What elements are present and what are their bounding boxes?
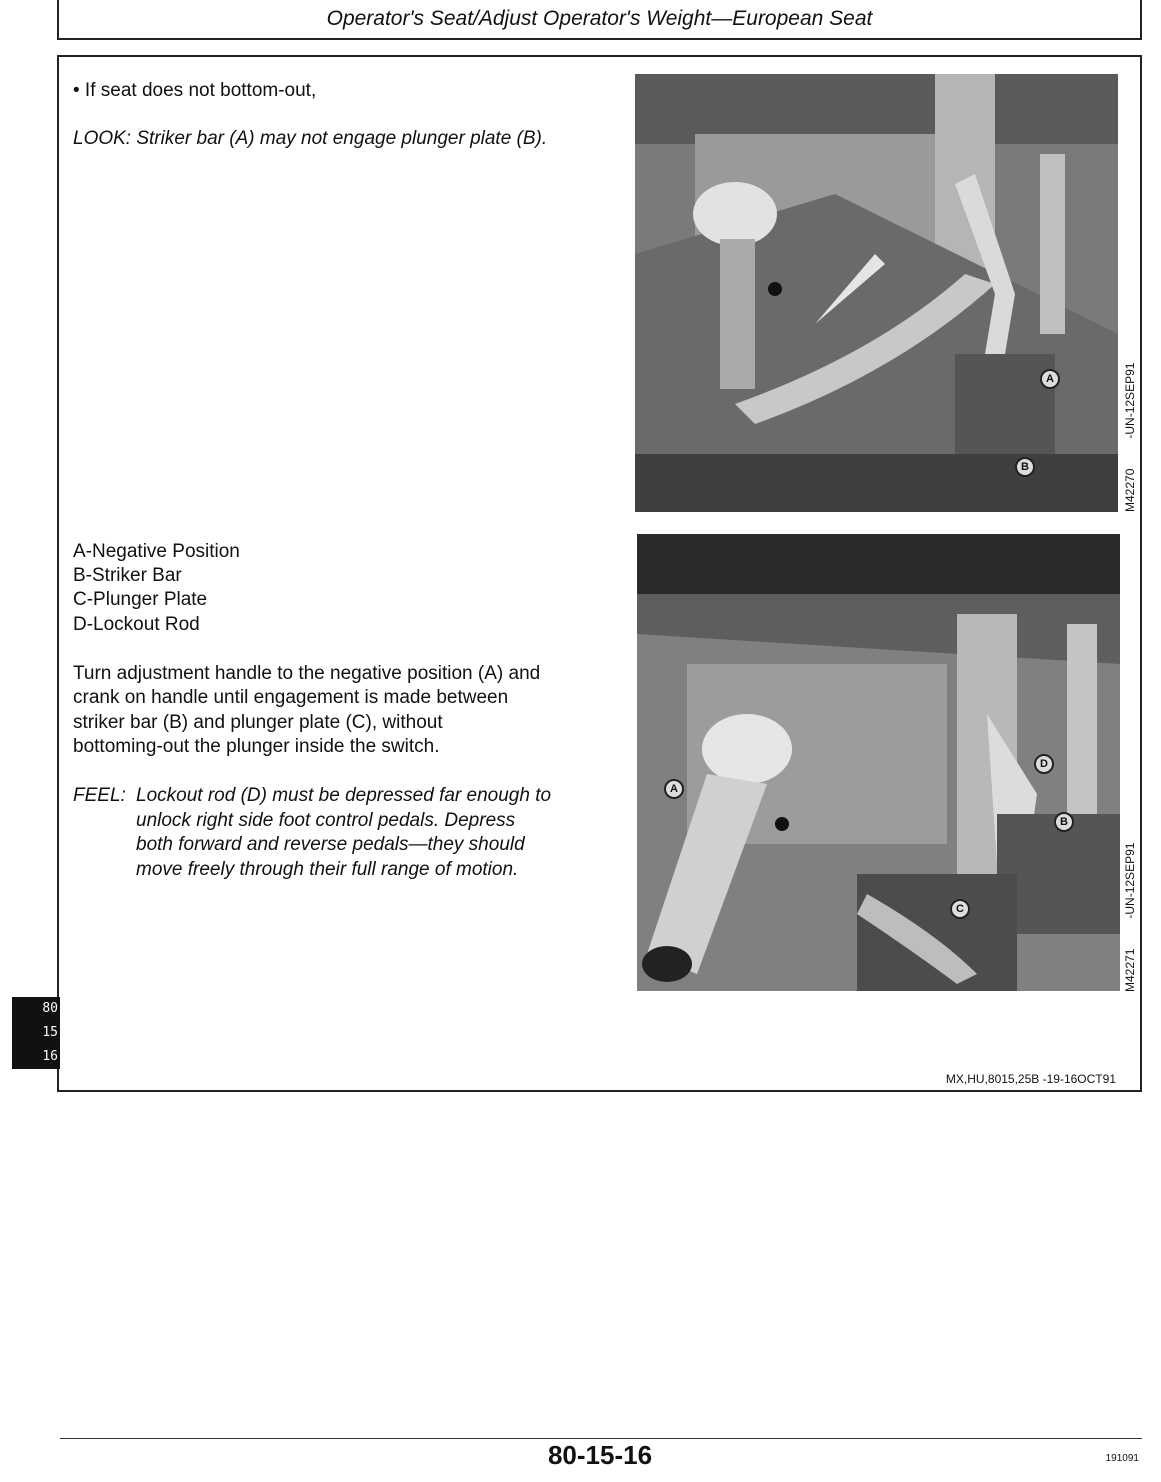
feel-label: FEEL: (73, 785, 126, 806)
callout-label: D (1034, 754, 1054, 774)
callout-label: A (664, 779, 684, 799)
footer-divider (60, 1438, 1142, 1439)
legend-item: B-Striker Bar (73, 565, 182, 586)
instruction-line: striker bar (B) and plunger plate (C), without (73, 712, 443, 733)
legend-item: A-Negative Position (73, 541, 240, 562)
feel-line: unlock right side foot control pedals. Depress (136, 809, 516, 831)
instruction-line: bottoming-out the plunger inside the switch. (73, 736, 440, 757)
bullet-text: • If seat does not bottom-out, (73, 80, 317, 101)
figure-code (1123, 843, 1137, 992)
photo-illustration (635, 74, 1118, 512)
instruction-line: Turn adjustment handle to the negative position (A) and (73, 663, 541, 684)
callout-label: A (1040, 369, 1060, 389)
reference-code: MX,HU,8015,25B -19-16OCT91 (945, 1072, 1116, 1086)
section-tab-number: 80 (12, 997, 60, 1021)
look-text: LOOK: Striker bar (A) may not engage plunger plate (B). (73, 128, 548, 149)
legend-item: D-Lockout Rod (73, 614, 200, 635)
callout-label: B (1015, 457, 1035, 477)
content-frame (57, 55, 1142, 1092)
page-number: 80-15-16 (547, 1440, 653, 1470)
figure-code-b: -UN-12SEP91 (1123, 842, 1137, 919)
feel-line: move freely through their full range of motion. (136, 858, 519, 880)
figure-photo-plunger-plate (637, 534, 1120, 991)
page-title (57, 0, 1142, 40)
callout-label: C (950, 899, 970, 919)
section-tab-number: 16 (12, 1045, 60, 1069)
feel-line: both forward and reverse pedals—they should (136, 834, 525, 855)
figure-photo-striker-bar (635, 74, 1118, 512)
instruction-line: crank on handle until engagement is made between (73, 687, 509, 708)
feel-line: Lockout rod (D) must be depressed far enough to (136, 785, 552, 806)
callout-label: B (1054, 812, 1074, 832)
date-code: 191091 (1105, 1453, 1139, 1464)
figure-code-b: -UN-12SEP91 (1123, 362, 1137, 439)
figure-code-a: M42270 (1123, 468, 1137, 512)
figure-code (1123, 363, 1137, 512)
legend-item: C-Plunger Plate (73, 589, 208, 610)
feel-paragraph (73, 784, 633, 882)
figure-code-a: M42271 (1123, 948, 1137, 992)
section-tab-number: 15 (12, 1021, 60, 1045)
page-title-text: Operator's Seat/Adjust Operator's Weight—European Seat (326, 7, 873, 30)
